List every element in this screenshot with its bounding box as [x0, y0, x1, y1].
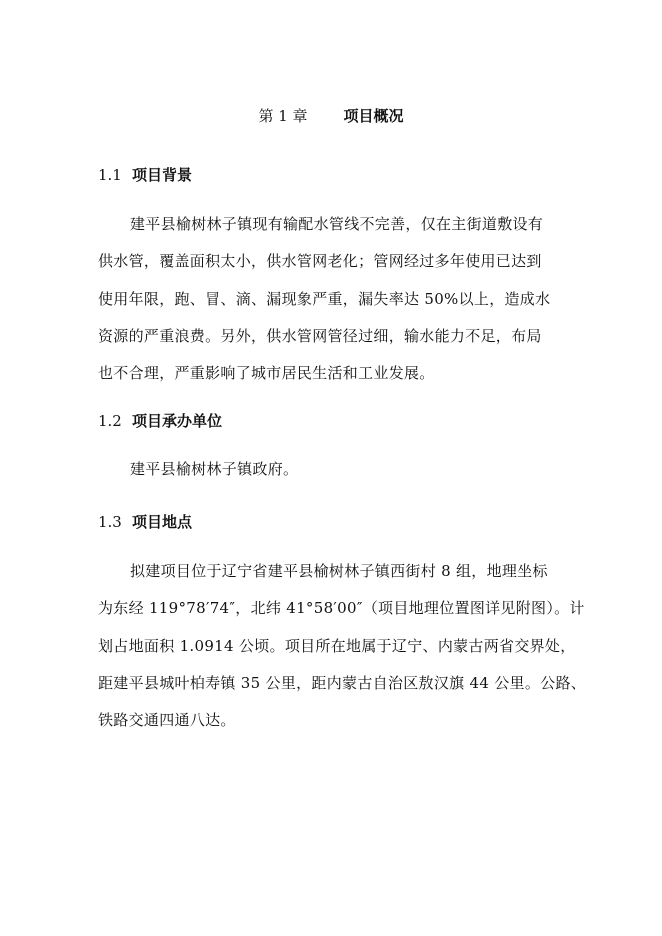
paragraph-background: [98, 206, 568, 392]
paragraph-line: 距建平县城叶柏寿镇 35 公里，距内蒙古自治区敖汉旗 44 公里。公路、: [98, 673, 587, 692]
paragraph-line: 铁路交通四通八达。: [98, 711, 236, 730]
chapter-number: 第 1 章: [258, 107, 308, 125]
section-number: 1.1: [98, 166, 122, 184]
section-heading-undertaking-unit: [98, 409, 222, 433]
section-title: 项目承办单位: [132, 412, 223, 430]
paragraph-line: 使用年限，跑、冒、滴、漏现象严重，漏失率达 50%以上，造成水: [98, 289, 551, 308]
paragraph-line: 也不合理，严重影响了城市居民生活和工业发展。: [98, 364, 435, 383]
section-heading-location: [98, 510, 192, 534]
paragraph-line: 供水管，覆盖面积太小，供水管网老化；管网经过多年使用已达到: [98, 252, 542, 271]
paragraph-line: 为东经 119°78′74″，北纬 41°58′00″（项目地理位置图详见附图）。计: [98, 599, 585, 618]
section-number: 1.3: [98, 513, 122, 531]
paragraph-line: 建平县榆树林子镇政府。: [130, 460, 299, 478]
paragraph-line: 划占地面积 1.0914 公顷。项目所在地属于辽宁、内蒙古两省交界处，: [98, 636, 576, 655]
section-title: 项目背景: [132, 166, 193, 184]
paragraph-undertaking-unit: [98, 451, 568, 488]
section-heading-background: [98, 163, 192, 187]
paragraph-line: 建平县榆树林子镇现有输配水管线不完善，仅在主街道敷设有: [130, 215, 544, 233]
paragraph-line: 资源的严重浪费。另外，供水管网管径过细，输水能力不足，布局: [98, 326, 542, 345]
chapter-title: [0, 104, 662, 128]
paragraph-location: [98, 553, 587, 739]
paragraph-line: 拟建项目位于辽宁省建平县榆树林子镇西街村 8 组，地理坐标: [130, 562, 548, 580]
chapter-name: 项目概况: [343, 107, 404, 125]
section-title: 项目地点: [132, 513, 193, 531]
section-number: 1.2: [98, 412, 122, 430]
